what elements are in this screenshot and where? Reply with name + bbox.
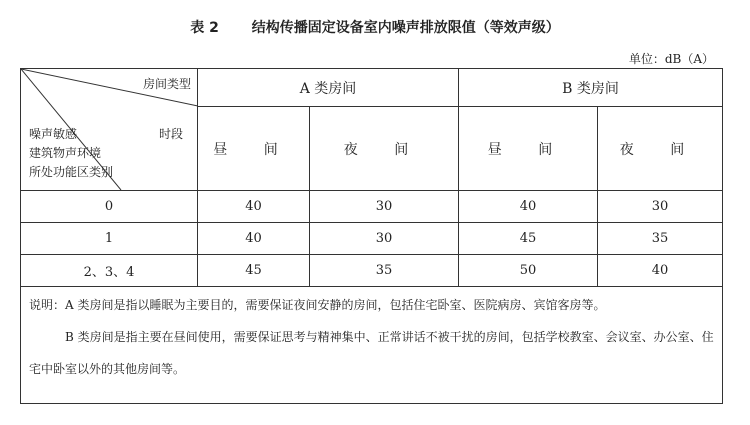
table-note xyxy=(21,287,723,404)
zone-category-line: 建筑物声环境 xyxy=(29,146,102,160)
zone-category-label xyxy=(29,125,113,182)
table-number: 表 2 xyxy=(190,20,219,36)
value-cell: 45 xyxy=(198,255,310,287)
note-paragraph: 说明：A 类房间是指以睡眠为主要目的，需要保证夜间安静的房间，包括住宅卧室、医院病房、宾馆客房等。 xyxy=(29,298,606,312)
value-cell: 40 xyxy=(459,191,598,223)
header-a-night: 夜 间 xyxy=(310,107,459,191)
note-paragraph: B 类房间是指主要在昼间使用，需要保证思考与精神集中、正常讲话不被干扰的房间，包括学校教室、会议室、办公室、住宅中卧室以外的其他房间等。 xyxy=(29,330,714,376)
zone-category-line: 噪声敏感 xyxy=(29,127,78,141)
time-period-label: 时段 xyxy=(158,127,183,141)
header-room-b: B 类房间 xyxy=(459,69,723,107)
value-cell: 40 xyxy=(598,255,723,287)
value-cell: 45 xyxy=(459,223,598,255)
unit-label: 单位：dB（A） xyxy=(628,52,714,66)
value-cell: 50 xyxy=(459,255,598,287)
value-cell: 30 xyxy=(310,223,459,255)
table-row xyxy=(21,191,723,223)
value-cell: 35 xyxy=(310,255,459,287)
header-b-day: 昼 间 xyxy=(459,107,598,191)
value-cell: 40 xyxy=(198,223,310,255)
value-cell: 40 xyxy=(198,191,310,223)
table-title xyxy=(0,17,750,37)
header-b-night: 夜 间 xyxy=(598,107,723,191)
table-caption: 结构传播固定设备室内噪声排放限值（等效声级） xyxy=(251,20,560,36)
value-cell: 35 xyxy=(598,223,723,255)
header-a-day: 昼 间 xyxy=(198,107,310,191)
zone-cell: 0 xyxy=(21,191,198,223)
table-row xyxy=(21,223,723,255)
header-room-a: A 类房间 xyxy=(198,69,459,107)
noise-limit-table xyxy=(20,68,723,404)
zone-cell: 2、3、4 xyxy=(21,255,198,287)
zone-category-line: 所处功能区类别 xyxy=(29,165,114,179)
table-row xyxy=(21,255,723,287)
corner-header-cell xyxy=(21,69,198,191)
room-type-label: 房间类型 xyxy=(142,77,191,91)
value-cell: 30 xyxy=(598,191,723,223)
zone-cell: 1 xyxy=(21,223,198,255)
value-cell: 30 xyxy=(310,191,459,223)
